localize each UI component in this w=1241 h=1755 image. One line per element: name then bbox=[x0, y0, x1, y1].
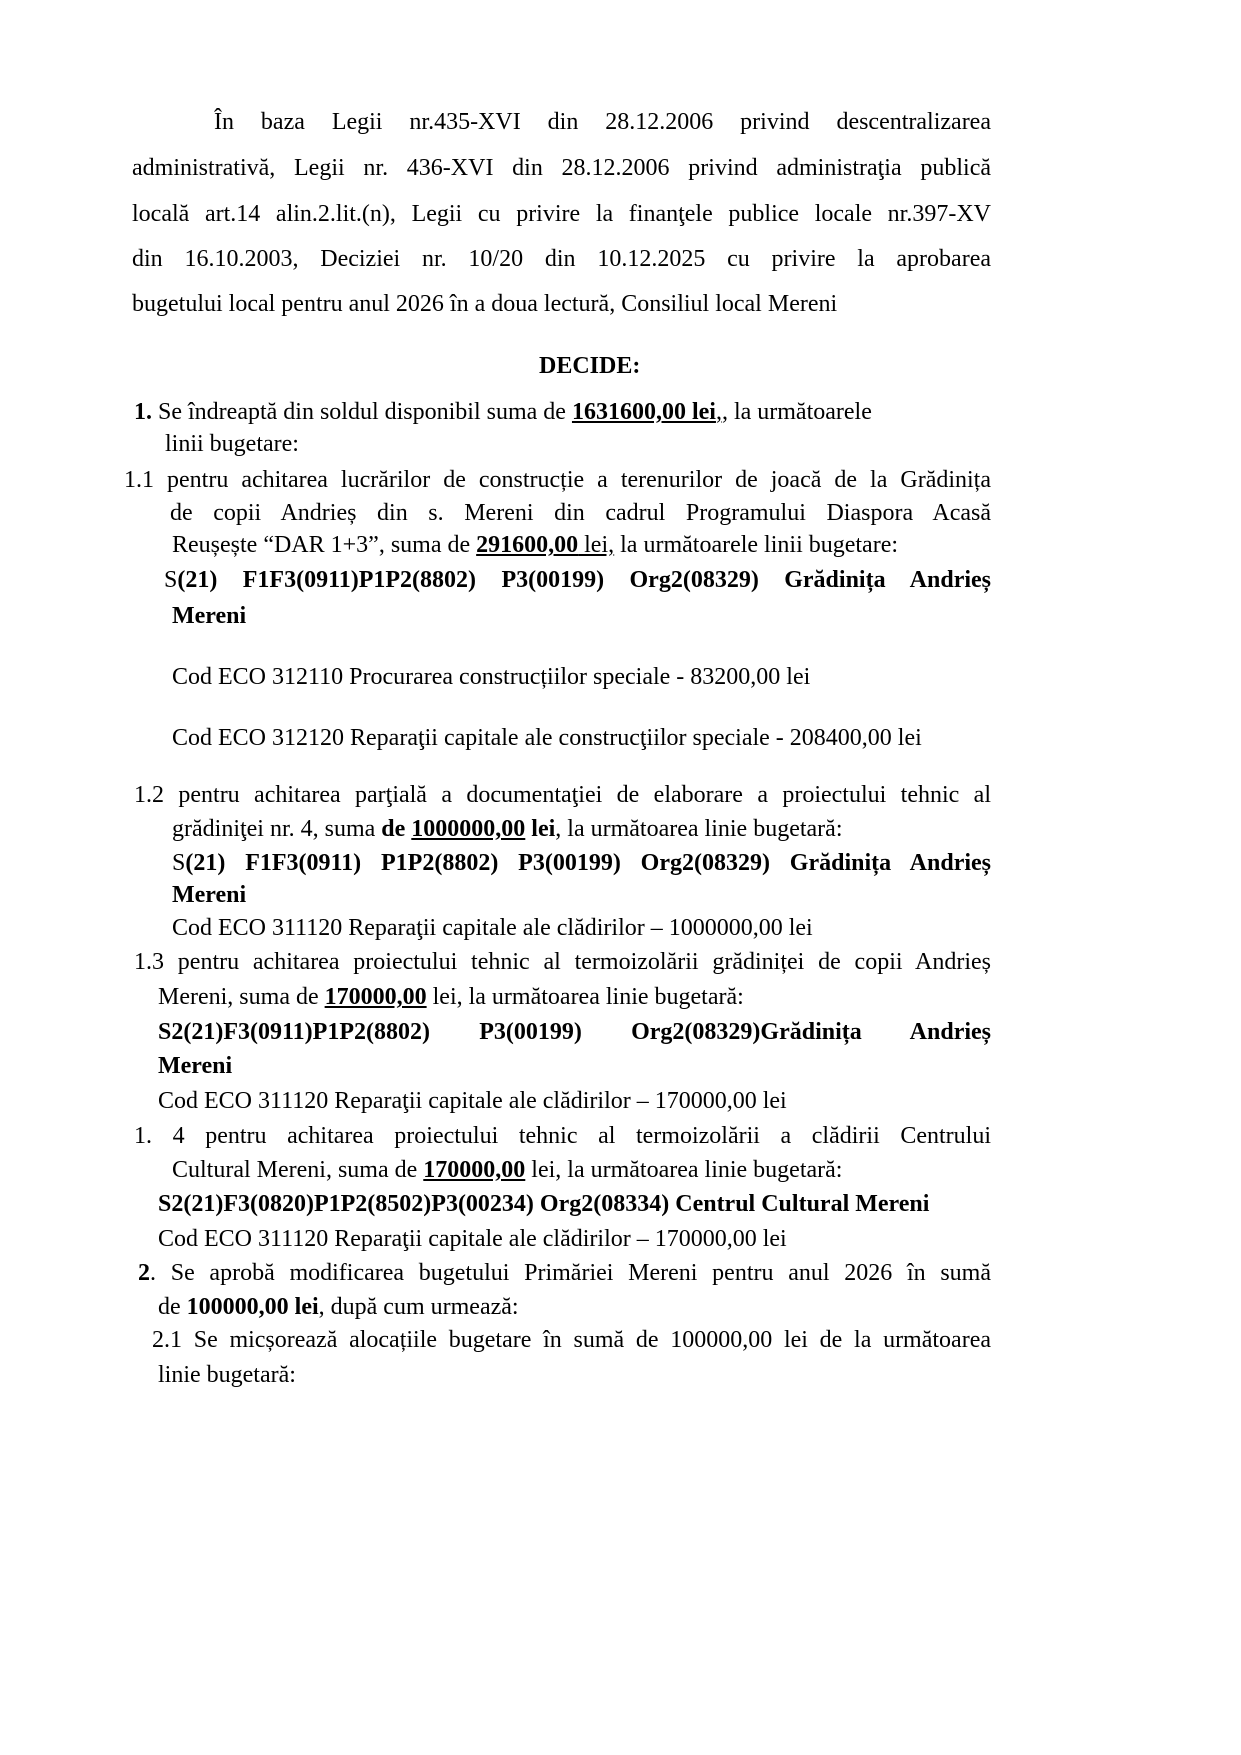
preamble-text: din 16.10.2003, Deciziei nr. 10/20 din 10.12.2025 cu privire la aprobarea bbox=[132, 246, 991, 272]
preamble-line-4 bbox=[132, 245, 991, 273]
item-1-line-1 bbox=[134, 398, 872, 426]
preamble-line-3 bbox=[132, 200, 991, 228]
preamble-line-2 bbox=[132, 154, 991, 182]
item-text: 1. 4 pentru achitarea proiectului tehnic al termoizolării a clădirii Centrului bbox=[134, 1123, 991, 1149]
item-1-1-eco-1: Cod ECO 312110 Procurarea construcțiilor speciale - 83200,00 lei bbox=[172, 664, 811, 690]
item-text: 1.1 pentru achitarea lucrărilor de construcție a terenurilor de joacă de la Grădinița bbox=[124, 467, 991, 493]
amount: 291600,00 bbox=[476, 532, 579, 558]
item-1-4-line-2 bbox=[172, 1156, 842, 1184]
amount: 1000000,00 bbox=[411, 816, 526, 842]
item-1-3-eco: Cod ECO 311120 Reparaţii capitale ale clădirilor – 170000,00 lei bbox=[158, 1088, 787, 1114]
item-1-2-budget-line bbox=[172, 849, 991, 877]
budget-code: (21) F1F3(0911) P1P2(8802) P3(00199) Org2(08329) Grădinița Andrieș bbox=[185, 850, 991, 876]
item-1-2-line-2 bbox=[172, 815, 843, 843]
preamble-text: locală art.14 alin.2.lit.(n), Legii cu privire la finanţele publice locale nr.397-XV bbox=[132, 201, 991, 227]
preamble-text: În baza Legii nr.435-XVI din 28.12.2006 privind descentralizarea bbox=[214, 109, 991, 135]
currency: lei bbox=[525, 816, 556, 842]
amount: 170000,00 bbox=[324, 984, 427, 1010]
budget-code: (21) F1F3(0911)P1P2(8802) P3(00199) Org2(08329) Grădinița Andrieș bbox=[177, 567, 991, 593]
budget-code: S2(21)F3(0911)P1P2(8802) P3(00199) Org2(08329)Grădinița Andrieș bbox=[158, 1019, 991, 1045]
item-text: lei, la următoarea linie bugetară: bbox=[426, 984, 744, 1010]
amount: 100000,00 lei bbox=[186, 1294, 319, 1320]
preamble-line-5: bugetului local pentru anul 2026 în a doua lectură, Consiliul local Mereni bbox=[132, 291, 838, 317]
preamble-line-1 bbox=[214, 108, 991, 136]
amount: 170000,00 bbox=[423, 1157, 526, 1183]
item-1-2-eco: Cod ECO 311120 Reparaţii capitale ale clădirilor – 1000000,00 lei bbox=[172, 915, 813, 941]
budget-prefix: S bbox=[164, 567, 178, 593]
item-text: . Se aprobă modificarea bugetului Primăriei Mereni pentru anul 2026 în sumă bbox=[150, 1260, 991, 1286]
item-text: Reușește “DAR 1+3”, suma de bbox=[172, 532, 477, 558]
item-text: lei, la următoarea linie bugetară: bbox=[525, 1157, 843, 1183]
item-1-2-line-1 bbox=[134, 781, 991, 809]
item-text: , la următoarele bbox=[721, 399, 872, 425]
item-1-2-budget-line-2: Mereni bbox=[172, 882, 247, 908]
item-2-1-line-2: linie bugetară: bbox=[158, 1362, 296, 1388]
budget-prefix: S bbox=[172, 850, 186, 876]
item-text: de copii Andrieș din s. Mereni din cadrul Programului Diaspora Acasă bbox=[170, 500, 991, 526]
item-text: de bbox=[158, 1294, 187, 1320]
item-number: 1. bbox=[134, 399, 152, 425]
item-2-1-line-1 bbox=[152, 1326, 991, 1354]
item-text: 1.2 pentru achitarea parţială a documentaţiei de elaborare a proiectului tehnic al bbox=[134, 782, 991, 808]
item-1-3-budget-line bbox=[158, 1018, 991, 1046]
item-1-3-line-1 bbox=[134, 948, 991, 976]
item-1-3-budget-line-2: Mereni bbox=[158, 1053, 233, 1079]
item-1-line-2: linii bugetare: bbox=[165, 431, 299, 457]
item-1-1-line-1 bbox=[124, 466, 991, 494]
item-text: la următoarele linii bugetare: bbox=[614, 532, 899, 558]
decide-heading: DECIDE: bbox=[539, 353, 641, 379]
item-text: de bbox=[381, 816, 412, 842]
item-1-1-line-3 bbox=[172, 531, 898, 559]
preamble-text: administrativă, Legii nr. 436-XVI din 28.12.2006 privind administraţia publică bbox=[132, 155, 991, 181]
item-1-4-line-1 bbox=[134, 1122, 991, 1150]
item-1-1-line-2 bbox=[170, 499, 991, 527]
item-1-1-budget-line-2: Mereni bbox=[172, 603, 247, 629]
item-text: Mereni, suma de bbox=[158, 984, 325, 1010]
comma: , bbox=[715, 399, 722, 425]
item-text: grădiniţei nr. 4, suma bbox=[172, 816, 382, 842]
item-1-4-budget-line: S2(21)F3(0820)P1P2(8502)P3(00234) Org2(08334) Centrul Cultural Mereni bbox=[158, 1191, 930, 1217]
item-1-1-eco-2: Cod ECO 312120 Reparaţii capitale ale construcţiilor speciale - 208400,00 lei bbox=[172, 725, 922, 751]
item-1-1-budget-line bbox=[164, 566, 991, 594]
item-number: 2 bbox=[138, 1260, 150, 1286]
item-2-line-2 bbox=[158, 1293, 519, 1321]
item-text: , la următoarea linie bugetară: bbox=[555, 816, 843, 842]
item-text: , după cum urmează: bbox=[318, 1294, 519, 1320]
item-text: Se îndreaptă din soldul disponibil suma de bbox=[158, 399, 572, 425]
item-2-line-1 bbox=[138, 1259, 991, 1287]
item-1-3-line-2 bbox=[158, 983, 744, 1011]
amount: 1631600,00 lei bbox=[571, 399, 716, 425]
item-text: Cultural Mereni, suma de bbox=[172, 1157, 424, 1183]
item-text: 2.1 Se micșorează alocațiile bugetare în sumă de 100000,00 lei de la următoarea bbox=[152, 1327, 991, 1353]
item-1-4-eco: Cod ECO 311120 Reparaţii capitale ale clădirilor – 170000,00 lei bbox=[158, 1226, 787, 1252]
currency: lei, bbox=[578, 532, 615, 558]
item-text: 1.3 pentru achitarea proiectului tehnic al termoizolării grădiniței de copii Andrieș bbox=[134, 949, 991, 975]
